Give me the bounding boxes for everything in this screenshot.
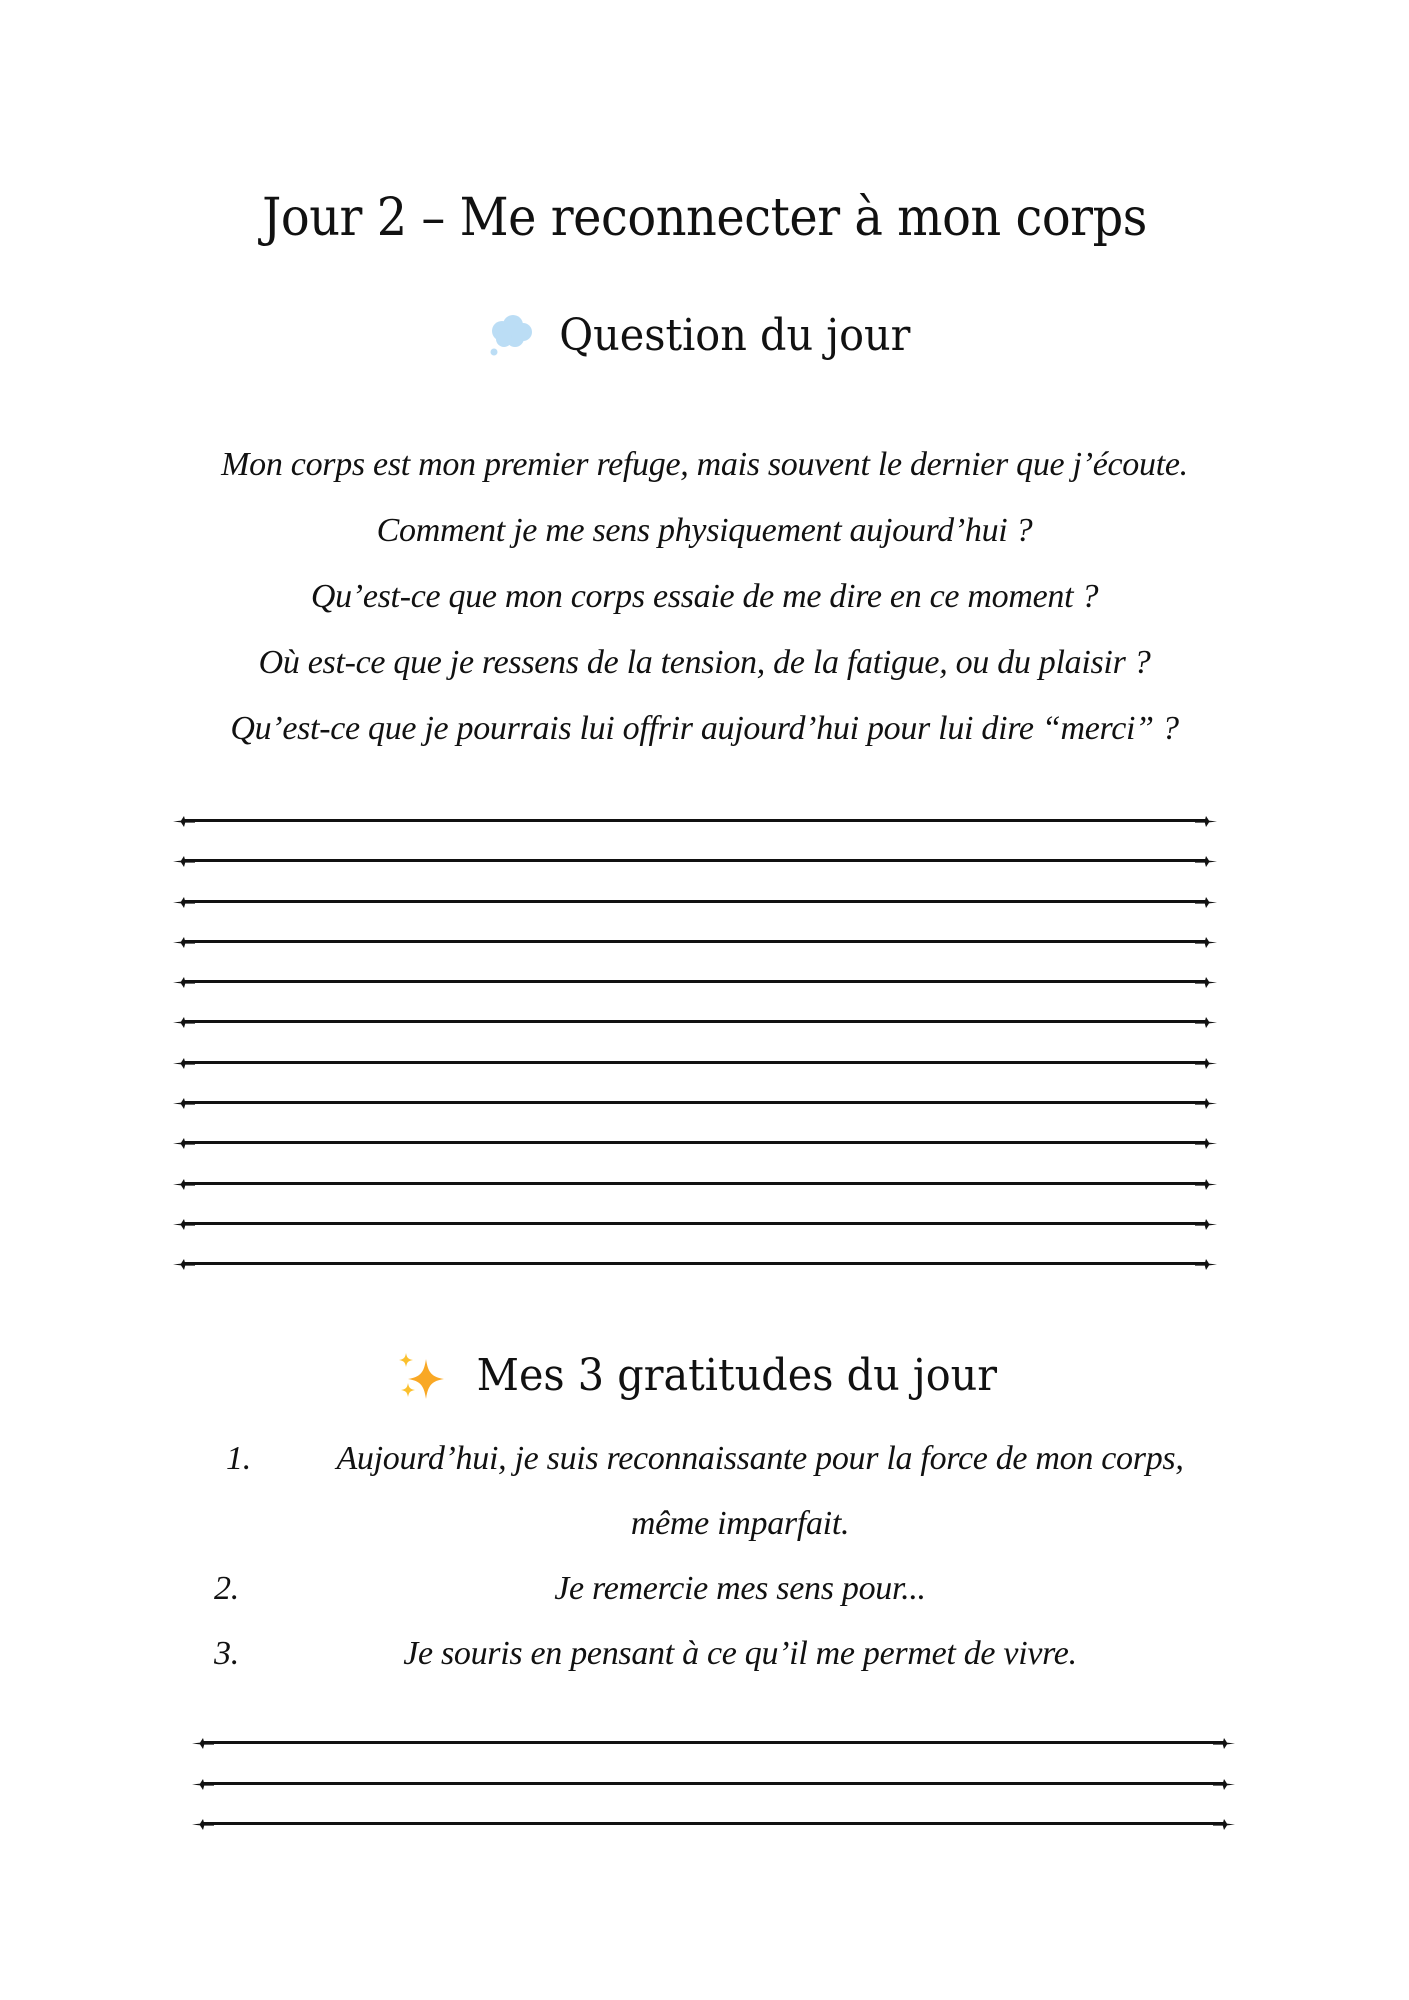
writing-line[interactable]: [173, 858, 1217, 862]
line-end-ornament-icon: [1195, 935, 1217, 946]
line-bar: [184, 940, 1206, 943]
prompt-line: Mon corps est mon premier refuge, mais souvent le dernier que j’écoute.: [221, 446, 1188, 483]
writing-line[interactable]: [173, 1261, 1217, 1265]
prompt-line: Qu’est-ce que mon corps essaie de me dire en ce moment ?: [310, 578, 1099, 615]
sparkles-icon: [396, 1351, 446, 1401]
line-end-ornament-icon: [1195, 1217, 1217, 1228]
line-bar: [184, 1141, 1206, 1144]
gratitude-heading-text: Mes 3 gratitudes du jour: [476, 1350, 997, 1401]
question-writing-area[interactable]: [173, 818, 1217, 1302]
line-end-ornament-icon: [1195, 1096, 1217, 1107]
writing-line[interactable]: [173, 1060, 1217, 1064]
line-bar: [203, 1822, 1224, 1825]
gratitude-heading: [0, 1348, 1409, 1404]
gratitude-writing-area[interactable]: [192, 1740, 1235, 1862]
writing-line[interactable]: [173, 979, 1217, 983]
line-end-ornament-icon: [1195, 1056, 1217, 1067]
writing-line[interactable]: [173, 1140, 1217, 1144]
line-bar: [184, 900, 1206, 903]
gratitude-number: 2.: [214, 1570, 239, 1607]
gratitude-item-3: [200, 1621, 1250, 1686]
line-end-ornament-icon: [1195, 1136, 1217, 1147]
writing-line[interactable]: [192, 1821, 1235, 1825]
gratitude-item-2: [200, 1556, 1250, 1621]
line-bar: [184, 1182, 1206, 1185]
line-end-ornament-icon: [1195, 854, 1217, 865]
line-end-ornament-icon: [1213, 1777, 1235, 1788]
writing-line[interactable]: [173, 939, 1217, 943]
gratitude-text: Aujourd’hui, je suis reconnaissante pour la force de mon corps,: [336, 1440, 1184, 1477]
prompt-line: Qu’est-ce que je pourrais lui offrir aujourd’hui pour lui dire “merci” ?: [230, 710, 1179, 747]
line-end-ornament-icon: [1213, 1817, 1235, 1828]
line-bar: [184, 819, 1206, 822]
line-bar: [184, 1262, 1206, 1265]
line-end-ornament-icon: [1195, 895, 1217, 906]
gratitude-text: Je souris en pensant à ce qu’il me permet de vivre.: [403, 1635, 1077, 1672]
page-title: Jour 2 – Me reconnecter à mon corps: [262, 188, 1147, 248]
line-end-ornament-icon: [1195, 1015, 1217, 1026]
writing-line[interactable]: [173, 1221, 1217, 1225]
writing-line[interactable]: [173, 1019, 1217, 1023]
line-end-ornament-icon: [1213, 1736, 1235, 1747]
line-bar: [184, 1101, 1206, 1104]
gratitude-item-1: [200, 1426, 1250, 1491]
line-bar: [203, 1741, 1224, 1744]
prompt-line: Où est-ce que je ressens de la tension, de la fatigue, ou du plaisir ?: [258, 644, 1151, 681]
writing-line[interactable]: [173, 1100, 1217, 1104]
line-end-ornament-icon: [1195, 814, 1217, 825]
question-heading-text: Question du jour: [558, 310, 911, 361]
gratitude-number: 1.: [226, 1440, 251, 1477]
line-end-ornament-icon: [1195, 975, 1217, 986]
question-heading: [0, 308, 1409, 364]
question-prompts: [130, 432, 1279, 762]
writing-line[interactable]: [173, 1181, 1217, 1185]
line-bar: [184, 1020, 1206, 1023]
line-end-ornament-icon: [1195, 1177, 1217, 1188]
writing-line[interactable]: [173, 899, 1217, 903]
gratitude-text: Je remercie mes sens pour...: [554, 1570, 926, 1607]
prompt-line: Comment je me sens physiquement aujourd’hui ?: [376, 512, 1033, 549]
writing-line[interactable]: [192, 1740, 1235, 1744]
line-bar: [184, 1222, 1206, 1225]
gratitude-number: 3.: [214, 1635, 239, 1672]
line-bar: [184, 859, 1206, 862]
thought-bubble-icon: [488, 313, 534, 359]
line-bar: [184, 1061, 1206, 1064]
line-end-ornament-icon: [1195, 1257, 1217, 1268]
writing-line[interactable]: [192, 1781, 1235, 1785]
gratitude-list: [200, 1426, 1250, 1686]
line-bar: [203, 1782, 1224, 1785]
gratitude-item-1-continued: [200, 1491, 1250, 1556]
gratitude-text: même imparfait.: [630, 1505, 850, 1542]
writing-line[interactable]: [173, 818, 1217, 822]
line-bar: [184, 980, 1206, 983]
